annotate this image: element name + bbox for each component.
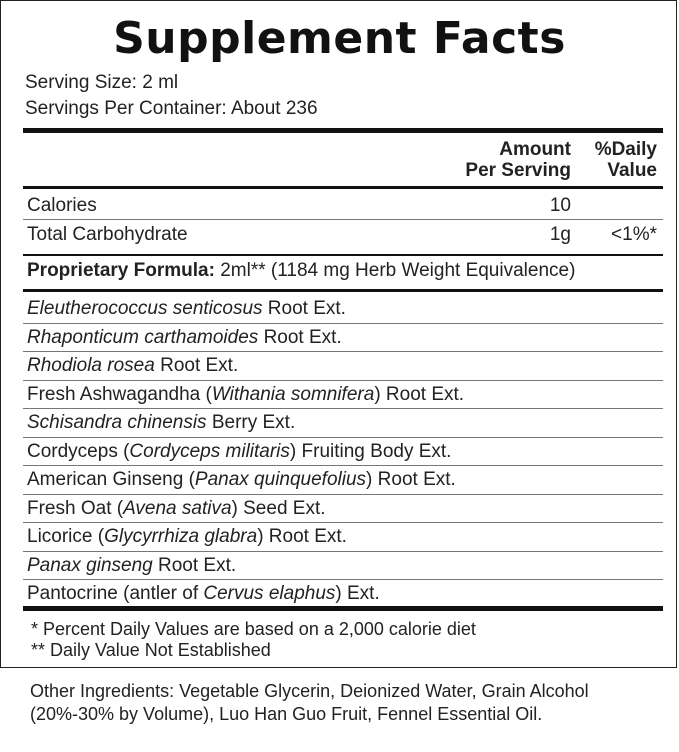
thick-rule xyxy=(23,128,663,133)
ingredient-latin-name: Glycyrrhiza glabra xyxy=(104,526,258,547)
ingredient-text: ) Seed Ext. xyxy=(231,498,326,519)
nutrient-amount: 1g xyxy=(549,224,571,245)
ingredient-row xyxy=(27,523,347,551)
header-rule xyxy=(23,186,663,189)
ingredient-text: Root Ext. xyxy=(262,298,346,319)
ingredient-latin-name: Rhaponticum carthamoides xyxy=(27,327,259,348)
nutrient-name: Total Carbohydrate xyxy=(27,224,188,245)
ingredient-row xyxy=(27,466,456,494)
servings-per-container: Servings Per Container: About 236 xyxy=(25,98,318,119)
ingredient-row xyxy=(27,409,295,437)
amount-header-line2: Per Serving xyxy=(465,160,571,181)
ingredient-row xyxy=(27,552,236,580)
ingredient-row xyxy=(27,381,464,409)
ingredient-latin-name: Panax ginseng xyxy=(27,555,153,576)
serving-size: Serving Size: 2 ml xyxy=(25,72,179,93)
dv-header-line1: %Daily xyxy=(594,139,657,160)
footnote-not-established: ** Daily Value Not Established xyxy=(31,640,271,660)
ingredient-latin-name: Cordyceps militaris xyxy=(129,441,290,462)
ingredient-text: ) Root Ext. xyxy=(374,384,465,405)
proprietary-formula xyxy=(27,257,575,285)
ingredient-latin-name: Rhodiola rosea xyxy=(27,355,155,376)
proprietary-rule xyxy=(23,289,663,292)
panel-title: Supplement Facts xyxy=(113,13,566,64)
other-ingredients: Other Ingredients: Vegetable Glycerin, Deionized Water, Grain Alcohol (20%-30% by Volume), Luo Han Guo Fruit, Fennel Essential Oil. xyxy=(30,681,589,724)
ingredient-latin-name: Withania somnifera xyxy=(211,384,375,405)
ingredient-text: Root Ext. xyxy=(154,355,239,376)
nutrient-rule xyxy=(23,254,663,256)
amount-header-line1: Amount xyxy=(499,139,571,160)
ingredient-latin-name: Schisandra chinensis xyxy=(27,412,207,433)
proprietary-label: Proprietary Formula: xyxy=(27,260,215,281)
ingredient-row xyxy=(27,438,451,466)
ingredient-text: ) Root Ext. xyxy=(366,469,456,490)
ingredient-row xyxy=(27,352,238,380)
row-divider xyxy=(23,219,663,220)
ingredient-text: Berry Ext. xyxy=(206,412,296,433)
ingredient-text: Cordyceps ( xyxy=(27,441,130,462)
proprietary-detail: 2ml** (1184 mg Herb Weight Equivalence) xyxy=(214,260,576,281)
ingredient-text: Fresh Oat ( xyxy=(27,498,124,519)
footnote-daily-values: * Percent Daily Values are based on a 2,000 calorie diet xyxy=(31,619,476,639)
ingredient-latin-name: Avena sativa xyxy=(123,498,232,519)
ingredient-text: Root Ext. xyxy=(152,555,237,576)
ingredient-row xyxy=(27,580,380,608)
ingredient-latin-name: Cervus elaphus xyxy=(203,583,336,604)
ingredient-row xyxy=(27,495,326,523)
amount-header xyxy=(421,139,571,181)
ingredient-latin-name: Panax quinquefolius xyxy=(194,469,367,490)
ingredient-row xyxy=(27,324,342,352)
ingredient-text: Root Ext. xyxy=(258,327,342,348)
ingredient-text: Fresh Ashwagandha ( xyxy=(27,384,212,405)
nutrient-amount: 10 xyxy=(549,195,571,216)
nutrient-daily-value: <1%* xyxy=(611,224,657,245)
ingredient-text: ) Fruiting Body Ext. xyxy=(289,441,452,462)
ingredient-text: American Ginseng ( xyxy=(27,469,195,490)
ingredient-row xyxy=(27,295,346,323)
ingredient-latin-name: Eleutherococcus senticosus xyxy=(27,298,263,319)
ingredient-text: ) Root Ext. xyxy=(257,526,347,547)
nutrient-name: Calories xyxy=(27,195,97,216)
dv-header-line2: Value xyxy=(607,160,657,181)
daily-value-header xyxy=(561,139,657,181)
ingredient-text: Pantocrine (antler of xyxy=(27,583,204,604)
ingredient-text: ) Ext. xyxy=(335,583,380,604)
ingredient-text: Licorice ( xyxy=(27,526,105,547)
